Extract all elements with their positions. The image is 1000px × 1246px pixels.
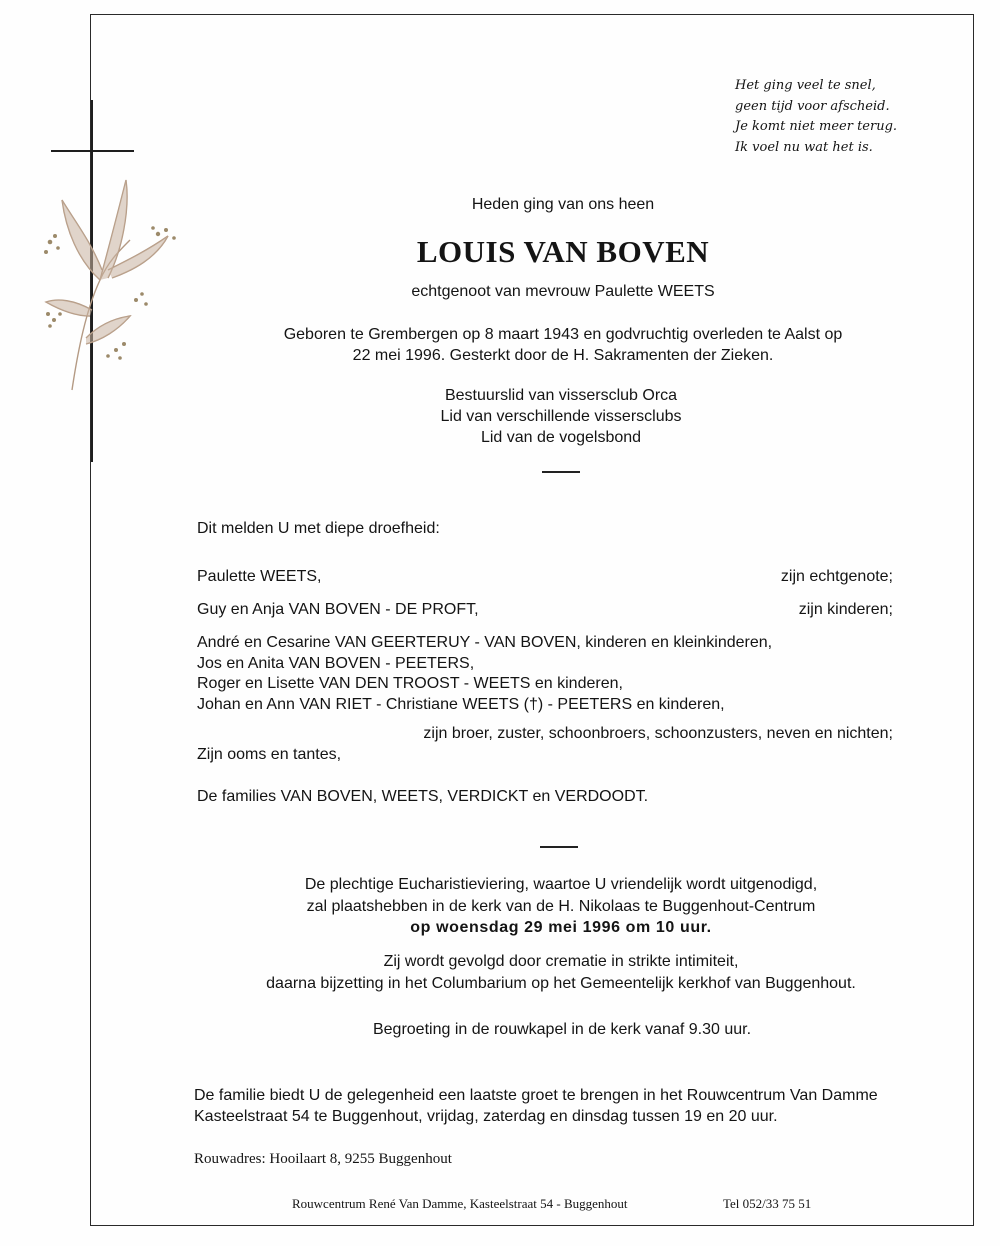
poem-line: geen tijd voor afscheid. [735,98,890,114]
uncles-line: Zijn ooms en tantes, [197,746,342,763]
membership-item: Lid van verschillende vissersclubs [440,408,682,425]
children-relation: zijn kinderen; [798,601,893,618]
sibling-line: Johan en Ann VAN RIET - Christiane WEETS (†) - PEETERS en kinderen, [197,696,725,713]
membership-item: Bestuurslid van vissersclub Orca [444,387,678,404]
intro-text: Heden ging van ons heen [471,196,655,213]
birth-line: 22 mei 1996. Gesterkt door de H. Sakramenten der Zieken. [352,347,774,364]
sibling-line: Jos en Anita VAN BOVEN - PEETERS, [197,655,475,672]
farewell-line: Kasteelstraat 54 te Buggenhout, vrijdag, zaterdag en dinsdag tussen 19 en 20 uur. [194,1108,778,1125]
cross-icon-horizontal [51,150,134,152]
sibling-line: André en Cesarine VAN GEERTERUY - VAN BOVEN, kinderen en kleinkinderen, [197,634,773,651]
farewell-line: De familie biedt U de gelegenheid een laatste groet te brengen in het Rouwcentrum Van Damme [194,1087,878,1104]
membership-item: Lid van de vogelsbond [480,429,642,446]
birth-line: Geboren te Grembergen op 8 maart 1943 en godvruchtig overleden te Aalst op [283,326,843,343]
spouse-relation: zijn echtgenote; [780,568,893,585]
cremation-line: Zij wordt gevolgd door crematie in strikte intimiteit, [383,953,739,970]
lily-flower-icon [38,160,188,400]
spouse-line: echtgenoot van mevrouw Paulette WEETS [411,283,715,300]
poem [735,76,897,158]
footer-phone: Tel 052/33 75 51 [723,1196,812,1211]
ceremony-line: zal plaatshebben in de kerk van de H. Nikolaas te Buggenhout-Centrum [306,898,816,915]
divider [540,846,578,848]
poem-line: Het ging veel te snel, [735,78,876,93]
sibling-line: Roger en Lisette VAN DEN TROOST - WEETS en kinderen, [197,675,623,692]
footer-company: Rouwcentrum René Van Damme, Kasteelstraat 54 - Buggenhout [292,1196,628,1211]
cremation-line: daarna bijzetting in het Columbarium op het Gemeentelijk kerkhof van Buggenhout. [266,975,856,992]
families-line: De families VAN BOVEN, WEETS, VERDICKT en VERDOODT. [197,788,649,805]
spouse-name: Paulette WEETS, [197,568,322,585]
deceased-name: LOUIS VAN BOVEN [416,234,710,269]
poem-line: Je komt niet meer terug. [735,119,898,134]
children-names: Guy en Anja VAN BOVEN - DE PROFT, [197,601,479,618]
poem-line: Ik voel nu wat het is. [735,139,873,155]
mourning-address: Rouwadres: Hooilaart 8, 9255 Buggenhout [194,1151,452,1167]
divider [542,471,580,473]
ceremony-date: op woensdag 29 mei 1996 om 10 uur. [410,919,712,936]
siblings-relation: zijn broer, zuster, schoonbroers, schoonzusters, neven en nichten; [423,725,893,742]
announce-text: Dit melden U met diepe droefheid: [197,520,440,537]
ceremony-line: De plechtige Eucharistieviering, waartoe U vriendelijk wordt uitgenodigd, [304,876,818,893]
greeting-line: Begroeting in de rouwkapel in de kerk vanaf 9.30 uur. [372,1021,752,1038]
